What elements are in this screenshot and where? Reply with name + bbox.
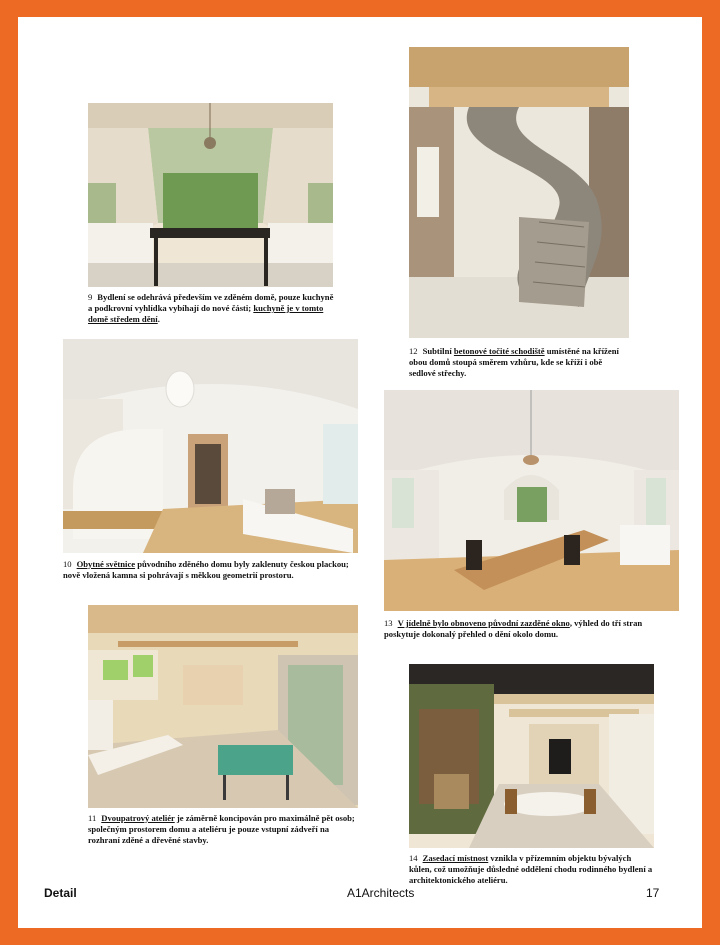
magazine-page <box>18 17 702 928</box>
figure-caption-14 <box>409 853 654 886</box>
caption-highlight: V jídelně bylo obnoveno původní zazděné okno <box>397 618 570 628</box>
caption-highlight: Obytné světnice <box>76 559 136 569</box>
figure-number: 11 <box>88 813 97 823</box>
spiral-staircase-photo <box>409 47 629 338</box>
caption-text: , výhled do tří stran poskytuje dokonalý přehled o dění okolo domu. <box>384 618 643 639</box>
caption-text: Bydlení se odehrává především ve zděném domě, pouze kuchyně a podkrovní vyhlídka vybíhají do nové části; <box>88 292 334 313</box>
caption-text: . <box>157 314 160 324</box>
footer-section-label: Detail <box>44 886 77 900</box>
footer-publication: A1Architects <box>347 886 415 900</box>
page-number: 17 <box>646 886 660 900</box>
figure-number: 12 <box>409 346 418 356</box>
figure-number: 10 <box>63 559 72 569</box>
caption-highlight: Zasedací místnost <box>422 853 489 863</box>
dining-room-photo <box>384 390 679 611</box>
studio-photo <box>88 605 358 808</box>
caption-text: je záměrně koncipován pro maximálně pět osob; společným prostorem domu a ateliéru je pouze vstupní zádveří na rozhraní zděné a dřevěné stavby. <box>88 813 355 845</box>
caption-text: původního zděného domu byly zaklenuty českou plackou; nově vložená kamna si pohrávají s měkkou geometrií prostoru. <box>63 559 349 580</box>
figure-caption-12 <box>409 346 631 379</box>
figure-caption-10 <box>63 559 363 581</box>
living-room-photo <box>63 339 358 553</box>
caption-text: vznikla v přízemním objektu bývalých kůlen, což umožňuje důsledné oddělení chodu rodinného bydlení a architektonického ateliéru. <box>409 853 653 885</box>
meeting-room-photo <box>409 664 654 848</box>
caption-highlight: kuchyně je v tomto domě středem dění <box>88 303 324 324</box>
figure-caption-9 <box>88 292 338 325</box>
figure-caption-13 <box>384 618 679 640</box>
figure-number: 9 <box>88 292 93 302</box>
figure-number: 14 <box>409 853 418 863</box>
kitchen-photo <box>88 103 333 287</box>
figure-number: 13 <box>384 618 393 628</box>
caption-highlight: Dvoupatrový ateliér <box>101 813 175 823</box>
figure-caption-11 <box>88 813 360 846</box>
caption-highlight: betonové točité schodiště <box>453 346 545 356</box>
caption-text: Subtilní <box>422 346 452 356</box>
caption-text: umístěné na křížení obou domů stoupá směrem vzhůru, kde se kříží i obě sedlové střechy. <box>409 346 619 378</box>
